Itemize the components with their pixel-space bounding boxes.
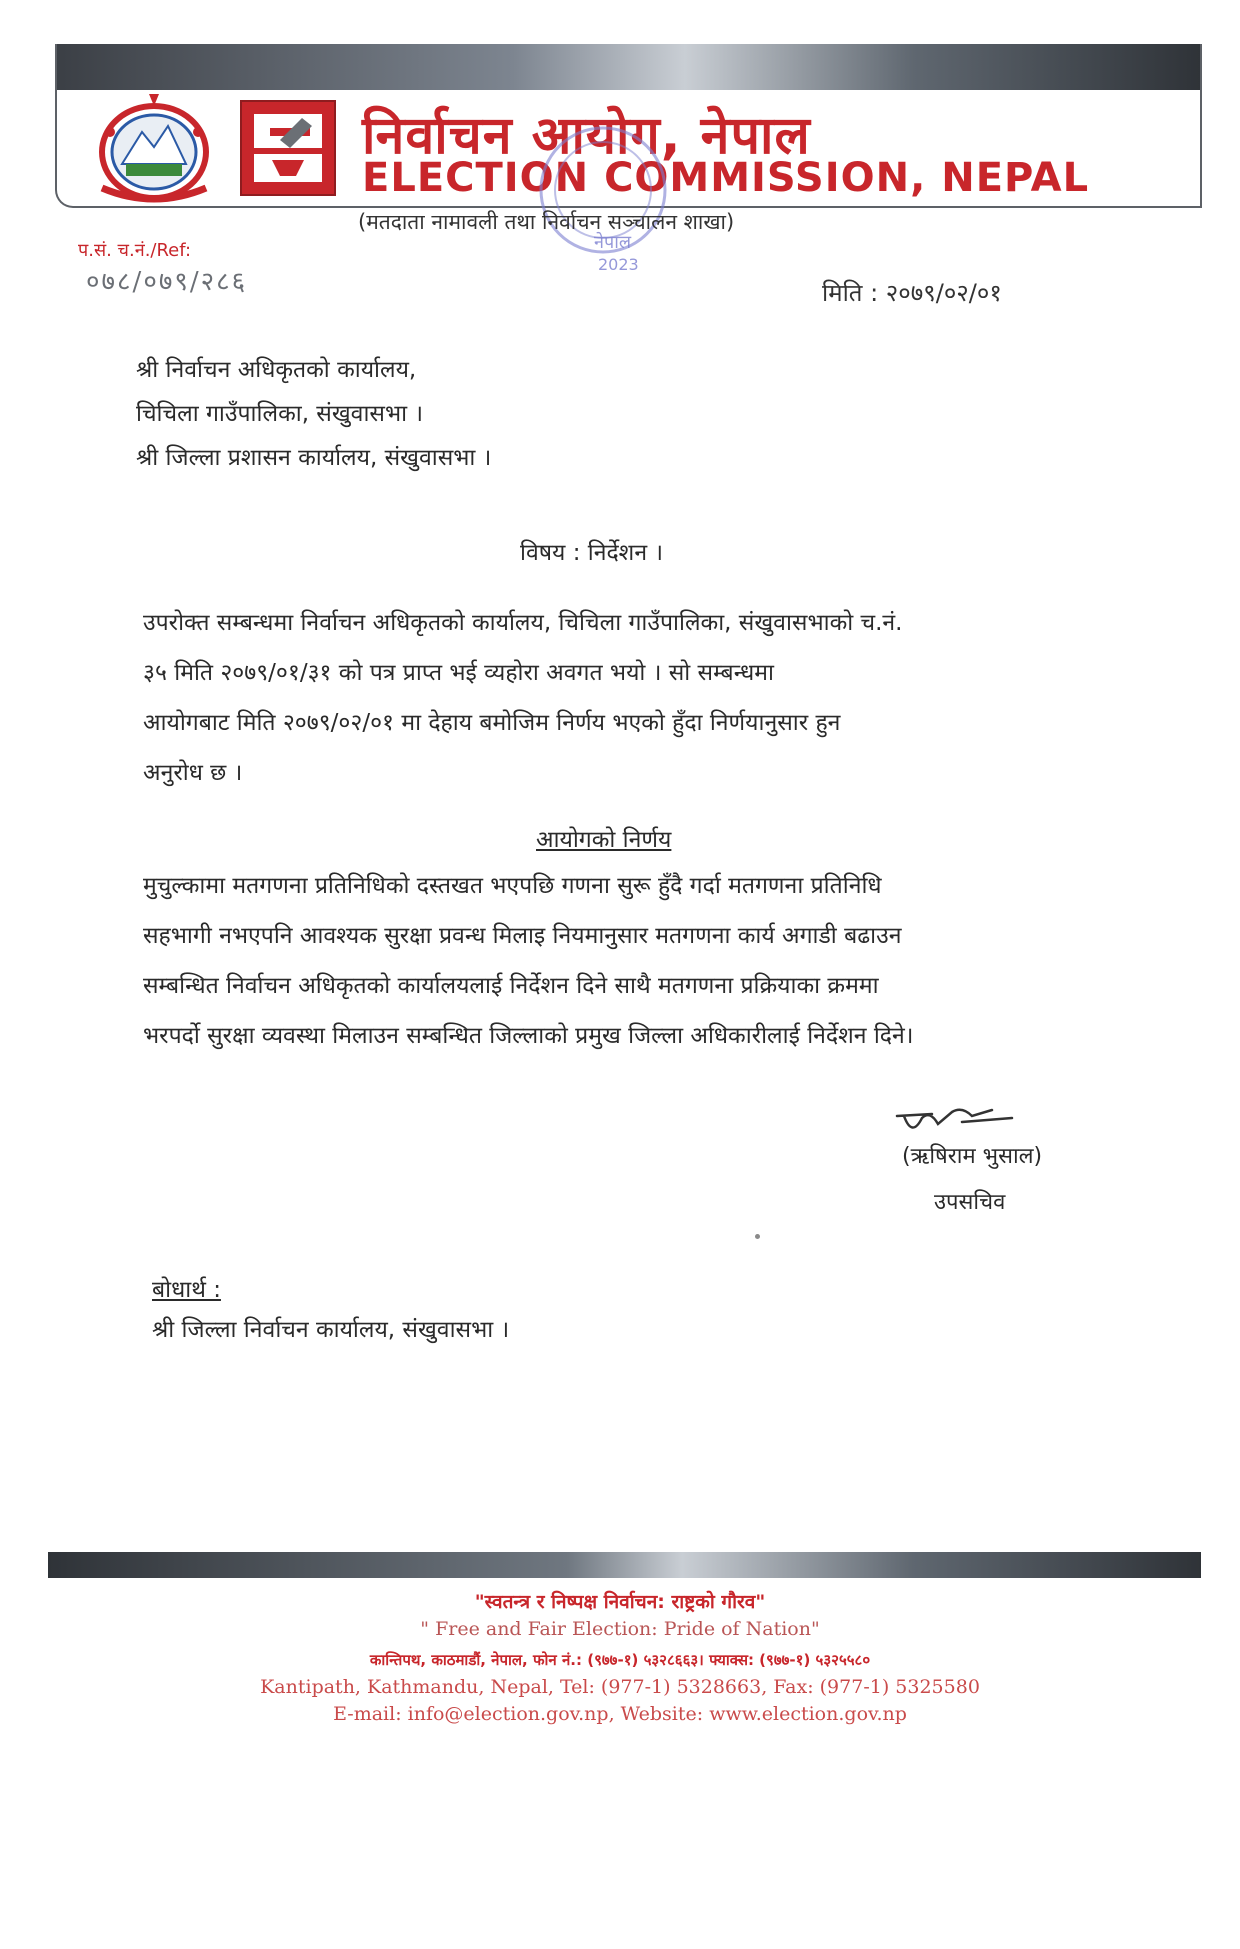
recipient-line: श्री निर्वाचन अधिकृतको कार्यालय, <box>136 357 417 383</box>
decision-heading: आयोगको निर्णय <box>536 827 672 853</box>
signer-name: (ऋषिराम भुसाल) <box>902 1144 1043 1169</box>
paragraph-line: मुचुल्कामा मतगणना प्रतिनिधिको दस्तखत भएपछि गणना सुरू हुँदै गर्दा मतगणना प्रतिनिधि <box>143 873 882 899</box>
reference-number: ०७८/०७९/२८६ <box>86 267 248 297</box>
paragraph-line: सहभागी नभएपनि आवश्यक सुरक्षा प्रवन्ध मिलाइ नियमानुसार मतगणना कार्य अगाडी बढाउन <box>143 923 902 949</box>
paragraph-line: आयोगबाट मिति २०७९/०२/०१ मा देहाय बमोजिम निर्णय भएको हुँदा निर्णयानुसार हुन <box>143 710 841 736</box>
footer-address-nepali: कान्तिपथ, काठमाडौं, नेपाल, फोन नं.: (९७७-१) ५३२८६६३। फ्याक्स: (९७७-१) ५३२५५८० <box>369 1651 871 1669</box>
intro-paragraph <box>143 605 1083 805</box>
footer-bar <box>48 1552 1201 1578</box>
stamp-year: 2023 <box>598 255 639 274</box>
paragraph-line: सम्बन्धित निर्वाचन अधिकृतको कार्यालयलाई निर्देशन दिने साथै मतगणना प्रक्रियाका क्रममा <box>143 973 879 999</box>
footer-motto-english: " Free and Fair Election: Pride of Nation" <box>420 1618 820 1640</box>
paragraph-line: अनुरोध छ । <box>143 760 243 786</box>
cc-label: बोधार्थ : <box>152 1277 221 1303</box>
title-english: ELECTION COMMISSION, NEPAL <box>362 155 1090 201</box>
paragraph-line: भरपर्दो सुरक्षा व्यवस्था मिलाउन सम्बन्धित जिल्लाको प्रमुख जिल्ला अधिकारीलाई निर्देशन दिने। <box>143 1023 914 1049</box>
letter-subject: विषय : निर्देशन । <box>520 540 664 566</box>
cc-item: श्री जिल्ला निर्वाचन कार्यालय, संखुवासभा । <box>152 1317 510 1343</box>
reference-label: प.सं. च.नं./Ref: <box>78 240 192 261</box>
stamp-text: नेपाल <box>594 232 632 253</box>
signer-title: उपसचिव <box>934 1190 1006 1215</box>
recipient-line: श्री जिल्ला प्रशासन कार्यालय, संखुवासभा । <box>136 445 492 471</box>
handwritten-signature-icon <box>892 1102 1022 1142</box>
title-nepali: निर्वाचन आयोग, नेपाल <box>362 106 811 166</box>
recipient-line: चिचिला गाउँपालिका, संखुवासभा । <box>136 401 424 427</box>
footer-motto-nepali: "स्वतन्त्र र निष्पक्ष निर्वाचन: राष्ट्रको गौरव" <box>474 1591 766 1613</box>
section-name: (मतदाता नामावली तथा निर्वाचन सञ्चालन शाखा) <box>358 210 735 234</box>
footer-address-english: Kantipath, Kathmandu, Nepal, Tel: (977-1) 5328663, Fax: (977-1) 5325580 <box>260 1676 980 1698</box>
stray-mark <box>755 1234 760 1239</box>
paragraph-line: ३५ मिति २०७९/०१/३१ को पत्र प्राप्त भई व्यहोरा अवगत भयो । सो सम्बन्धमा <box>143 660 774 686</box>
letter-date: मिति : २०७९/०२/०१ <box>822 279 1002 307</box>
nepal-emblem-icon <box>92 92 216 204</box>
footer-contact: E-mail: info@election.gov.np, Website: www.election.gov.np <box>333 1703 907 1725</box>
official-stamp-icon <box>528 110 678 280</box>
decision-paragraph <box>143 868 1083 1068</box>
paragraph-line: उपरोक्त सम्बन्धमा निर्वाचन अधिकृतको कार्यालय, चिचिला गाउँपालिका, संखुवासभाको च.नं. <box>143 610 903 636</box>
election-commission-logo-icon <box>240 100 336 196</box>
